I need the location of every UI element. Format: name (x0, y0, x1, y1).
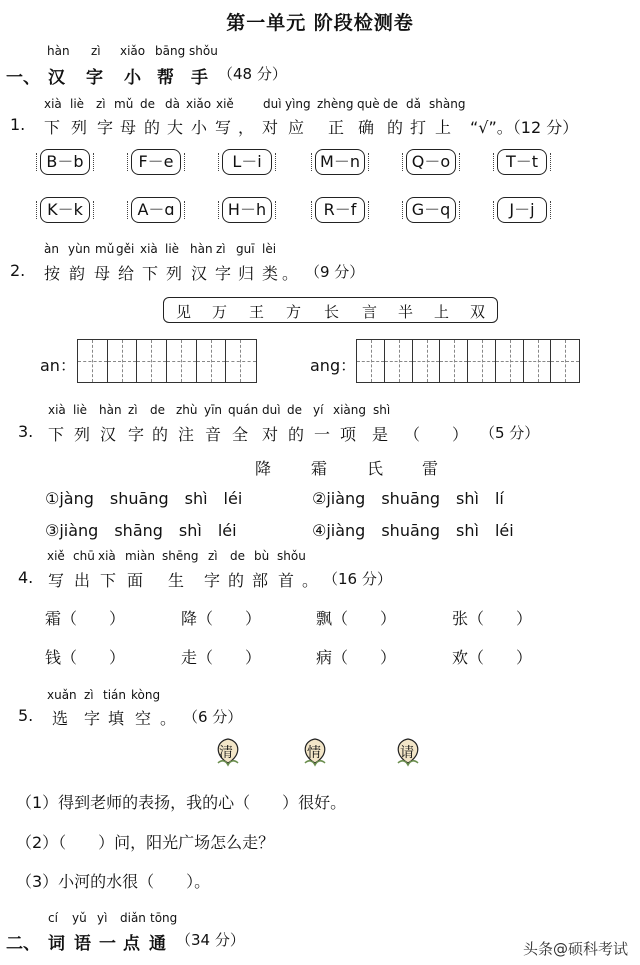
label-an: an： (40, 356, 76, 375)
section-2-heading (6, 929, 306, 953)
pinyin: hàn (190, 242, 213, 256)
prompt-char: 出 (74, 571, 91, 590)
q3-char: 霜 (311, 459, 328, 478)
pinyin: tōng (150, 911, 178, 925)
pinyin: shǒu (277, 549, 306, 563)
pinyin: de (140, 97, 155, 111)
pinyin: gěi (116, 242, 135, 256)
pinyin: lèi (262, 242, 277, 256)
prompt-char: 小 (191, 118, 208, 137)
bank-char: 半 (398, 303, 414, 321)
question-number: 2. (10, 261, 26, 280)
page-title: 第一单元 阶段检测卷 (226, 12, 414, 34)
sentence-1[interactable]: （1）得到老师的表扬，我的心（ ）很好。 (16, 793, 347, 812)
q2-prompt (10, 261, 630, 283)
letter-pair-card[interactable]: G－q (406, 197, 456, 223)
heading-char: 点 (123, 934, 140, 954)
pinyin: guī (236, 242, 255, 256)
pinyin: xiàng (333, 403, 367, 417)
prompt-char: 写 (215, 118, 232, 137)
sentence-2[interactable]: （2）（ ）问，阳光广场怎么走？ (16, 833, 275, 852)
prompt-char: 部 (252, 571, 269, 590)
radical-item[interactable]: 降（ ） (181, 609, 262, 628)
prompt-char: 列 (71, 118, 88, 137)
writing-grid-ang[interactable] (356, 339, 580, 383)
heading-char: 一 (99, 934, 116, 954)
pinyin: zì (96, 97, 106, 111)
pinyin: shàng (429, 97, 466, 111)
bank-char: 王 (249, 303, 265, 321)
sentence-3[interactable]: （3）小河的水很（ ）。 (16, 872, 211, 891)
pinyin: què (357, 97, 380, 111)
pinyin: shēng (162, 549, 199, 563)
prompt-char: 全 (232, 425, 249, 444)
pinyin: liè (165, 242, 180, 256)
prompt-char: 写 (48, 571, 65, 590)
grid-cell[interactable] (226, 340, 256, 382)
pinyin: yīn (204, 403, 223, 417)
prompt-char: 汉 (191, 264, 208, 283)
prompt-char: 下 (44, 118, 61, 137)
letter-pair-card[interactable]: Q－o (406, 149, 456, 175)
question-number: 5. (18, 706, 34, 725)
prompt-char: 归 (238, 264, 255, 283)
option-2[interactable]: ②jiàng shuāng shì lí (312, 489, 504, 508)
pinyin: de (287, 403, 302, 417)
pinyin: cí (48, 911, 58, 925)
radical-item[interactable]: 走（ ） (181, 648, 262, 667)
choice-char: 情 (307, 745, 321, 761)
grid-cell[interactable] (468, 340, 496, 382)
prompt-char: 打 (410, 118, 427, 137)
prompt-char: 字 (97, 118, 114, 137)
bank-char: 言 (362, 303, 378, 321)
grid-cell[interactable] (137, 340, 167, 382)
pinyin: kòng (131, 688, 161, 702)
section-score: （34 分） (176, 931, 245, 949)
letter-pair-card[interactable]: J－j (497, 197, 547, 223)
prompt-char: 项 (340, 425, 357, 444)
prompt-char: 是 (372, 425, 389, 444)
prompt-char: 的 (152, 425, 169, 444)
pinyin: mǔ (95, 242, 115, 256)
prompt-char: 的 (144, 118, 161, 137)
prompt-char: 下 (142, 264, 159, 283)
prompt-char: 空 (135, 709, 152, 728)
pinyin: yǔ (72, 911, 87, 925)
pinyin: xuǎn (47, 688, 77, 702)
pinyin: bù (254, 549, 270, 563)
pinyin: zì (91, 44, 101, 58)
prompt-char: 注 (178, 425, 195, 444)
pinyin: de (230, 549, 245, 563)
pinyin: yìng (285, 97, 311, 111)
prompt-char: 列 (166, 264, 183, 283)
radical-item[interactable]: 病（ ） (316, 648, 397, 667)
bank-char: 见 (176, 303, 192, 321)
pinyin: liè (70, 97, 85, 111)
question-score: （6 分） (183, 708, 243, 726)
bank-char: 方 (286, 303, 302, 321)
prompt-char: 母 (120, 118, 137, 137)
pinyin: shì (373, 403, 391, 417)
grid-cell[interactable] (385, 340, 413, 382)
prompt-char: 的 (288, 425, 305, 444)
prompt-char: 大 (167, 118, 184, 137)
prompt-char: 汉 (100, 425, 117, 444)
prompt-char: 类 (262, 264, 279, 283)
option-3[interactable]: ③jiàng shāng shì léi (45, 521, 237, 540)
prompt-char: 。 (160, 709, 177, 728)
bank-char: 上 (434, 303, 450, 321)
heading-char: 汉 (48, 68, 65, 88)
bank-char: 万 (212, 303, 228, 321)
grid-cell[interactable] (357, 340, 385, 382)
heading-char: 通 (149, 934, 166, 954)
pinyin: zhèng (317, 97, 354, 111)
grid-cell[interactable] (551, 340, 579, 382)
peach-choice[interactable] (297, 735, 333, 769)
grid-cell[interactable] (108, 340, 138, 382)
prompt-char: ， (238, 118, 255, 137)
heading-char: 语 (74, 934, 91, 954)
prompt-char: 下 (100, 571, 117, 590)
q3-char: 氏 (367, 459, 384, 478)
question-score: （5 分） (480, 424, 540, 442)
grid-cell[interactable] (413, 340, 441, 382)
letter-pair-card[interactable]: K－k (40, 197, 90, 223)
letter-pair-card[interactable]: B－b (40, 149, 90, 175)
pinyin: dǎ (406, 97, 421, 111)
pinyin: xiě (47, 549, 65, 563)
pinyin: zì (84, 688, 94, 702)
section-number: 二、 (6, 934, 40, 954)
prompt-char: 面 (127, 571, 144, 590)
pinyin: miàn (125, 549, 155, 563)
pinyin: hàn (47, 44, 70, 58)
pinyin: quán (228, 403, 259, 417)
pinyin: bāng (155, 44, 186, 58)
pinyin: zì (208, 549, 218, 563)
pinyin: tián (103, 688, 126, 702)
choice-char: 清 (219, 745, 233, 761)
peach-choice[interactable] (210, 735, 246, 769)
grid-cell[interactable] (440, 340, 468, 382)
radical-item[interactable]: 钱（ ） (45, 648, 126, 667)
writing-grid-an[interactable] (77, 339, 257, 383)
q5-prompt (18, 706, 418, 728)
answer-blank[interactable]: （ ） (404, 425, 469, 444)
q1-prompt (10, 115, 630, 137)
pinyin: xiǎo (120, 44, 146, 58)
pinyin: duì (263, 97, 282, 111)
q4-prompt (18, 568, 628, 590)
heading-char: 手 (191, 68, 208, 88)
pinyin: zì (128, 403, 138, 417)
section-1-heading (6, 63, 287, 88)
bank-char: 双 (470, 303, 486, 321)
prompt-char: 列 (74, 425, 91, 444)
grid-cell[interactable] (524, 340, 552, 382)
pinyin: diǎn (120, 911, 146, 925)
prompt-char: 首 (278, 571, 295, 590)
prompt-char: 按 (44, 264, 61, 283)
prompt-char: 正 (328, 118, 345, 137)
prompt-char: 。 (302, 571, 319, 590)
watermark-footer: 头条@硕科考试 (522, 940, 628, 958)
letter-pair-card[interactable]: F－e (131, 149, 181, 175)
letter-pair-card[interactable]: L－i (222, 149, 272, 175)
prompt-char: 的 (228, 571, 245, 590)
pinyin: de (150, 403, 165, 417)
pinyin: yùn (68, 242, 91, 256)
prompt-tail: “√”。（12 分） (470, 118, 579, 137)
label-ang: ang： (310, 356, 357, 375)
heading-char: 帮 (157, 68, 174, 88)
letter-pair-card[interactable]: A－ɑ (131, 197, 181, 223)
prompt-char: 上 (435, 118, 452, 137)
pinyin: xiě (216, 97, 234, 111)
pinyin: zì (216, 242, 226, 256)
pinyin: àn (44, 242, 59, 256)
question-score: （9 分） (305, 263, 365, 281)
peach-choice[interactable] (390, 735, 426, 769)
question-number: 1. (10, 115, 26, 134)
prompt-char: 下 (48, 425, 65, 444)
grid-cell[interactable] (496, 340, 524, 382)
pinyin: xià (44, 97, 62, 111)
prompt-char: 填 (108, 709, 125, 728)
heading-char: 小 (124, 68, 141, 88)
section-number: 一、 (6, 68, 40, 88)
pinyin: dà (165, 97, 180, 111)
pinyin: yì (97, 911, 108, 925)
heading-char: 字 (86, 68, 103, 88)
q3-char: 雷 (422, 459, 439, 478)
question-number: 4. (18, 568, 34, 587)
pinyin: mǔ (114, 97, 134, 111)
prompt-char: 对 (262, 118, 279, 137)
prompt-char: 选 (52, 709, 69, 728)
radical-item[interactable]: 飘（ ） (316, 609, 397, 628)
grid-cell[interactable] (167, 340, 197, 382)
letter-pair-card[interactable]: R－f (315, 197, 365, 223)
q3-prompt (18, 422, 628, 444)
pinyin: liè (73, 403, 88, 417)
question-score: （16 分） (323, 570, 392, 588)
prompt-char: 字 (84, 709, 101, 728)
pinyin: shǒu (189, 44, 218, 58)
radical-item[interactable]: 张（ ） (452, 609, 533, 628)
q3-char: 降 (255, 459, 272, 478)
pinyin: duì (262, 403, 281, 417)
choice-char: 请 (400, 745, 414, 761)
letter-pair-card[interactable]: H－h (222, 197, 272, 223)
prompt-char: 给 (118, 264, 135, 283)
pinyin: zhù (176, 403, 198, 417)
radical-item[interactable]: 欢（ ） (452, 648, 533, 667)
letter-pair-card[interactable]: M－n (315, 149, 365, 175)
grid-cell[interactable] (197, 340, 227, 382)
prompt-char: 生 (168, 571, 185, 590)
question-number: 3. (18, 422, 34, 441)
prompt-char: 应 (288, 118, 305, 137)
option-1[interactable]: ①jàng shuāng shì léi (45, 489, 243, 508)
pinyin: xiǎo (186, 97, 212, 111)
pinyin: xià (140, 242, 158, 256)
radical-item[interactable]: 霜（ ） (45, 609, 126, 628)
prompt-char: 字 (204, 571, 221, 590)
prompt-char: 字 (215, 264, 232, 283)
pinyin: de (383, 97, 398, 111)
prompt-char: 字 (128, 425, 145, 444)
letter-pair-card[interactable]: T－t (497, 149, 547, 175)
prompt-char: 确 (358, 118, 375, 137)
prompt-char: 一 (314, 425, 331, 444)
prompt-char: 的 (387, 118, 404, 137)
grid-cell[interactable] (78, 340, 108, 382)
pinyin: chū (73, 549, 95, 563)
bank-char: 长 (324, 303, 340, 321)
pinyin: yí (313, 403, 324, 417)
option-4[interactable]: ④jiàng shuāng shì léi (312, 521, 514, 540)
section-score: （48 分） (218, 65, 287, 83)
pinyin: xià (48, 403, 66, 417)
character-bank (163, 297, 498, 323)
pinyin: hàn (99, 403, 122, 417)
prompt-char: 对 (262, 425, 279, 444)
prompt-char: 音 (205, 425, 222, 444)
prompt-char: 母 (94, 264, 111, 283)
prompt-char: 。 (282, 264, 299, 283)
heading-char: 词 (48, 934, 65, 954)
pinyin: xià (98, 549, 116, 563)
prompt-char: 韵 (69, 264, 86, 283)
